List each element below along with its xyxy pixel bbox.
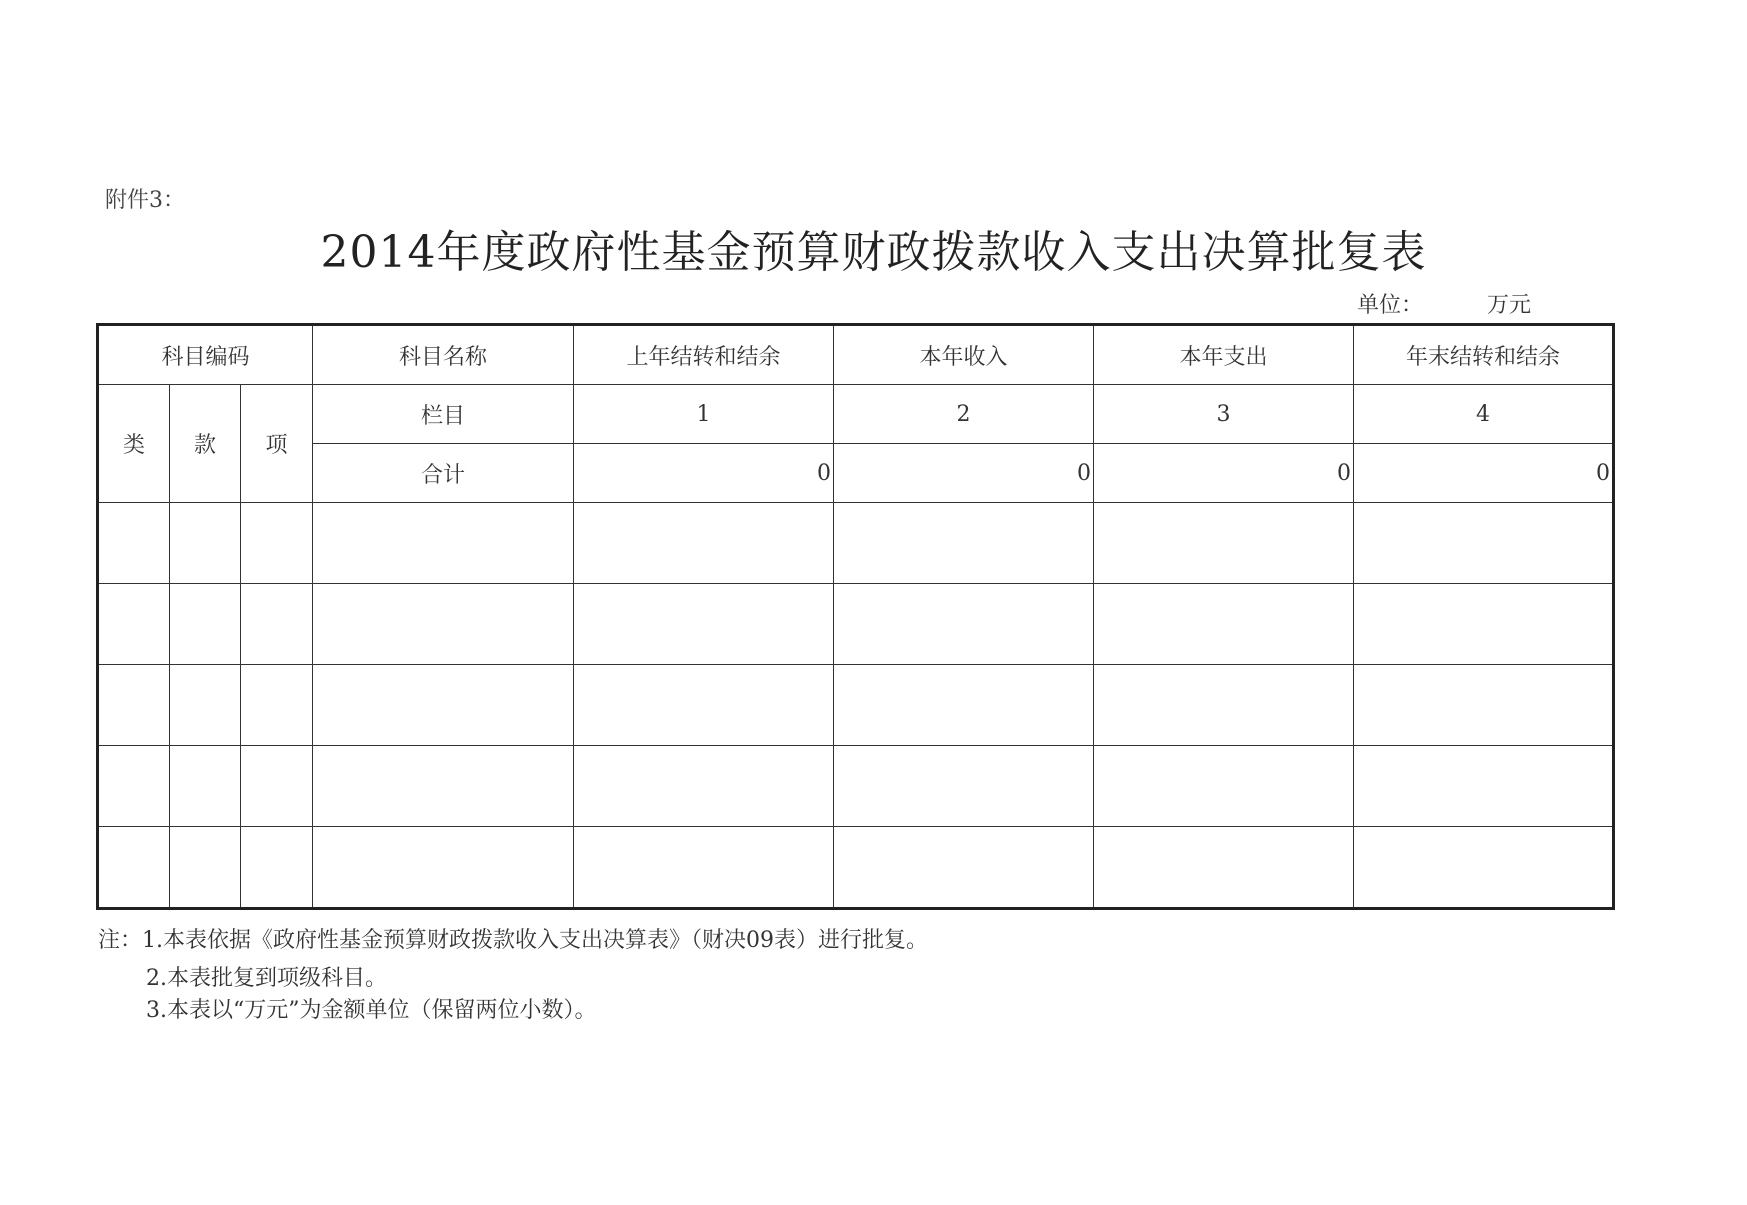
table-row bbox=[98, 584, 1614, 665]
total-label: 合计 bbox=[313, 444, 574, 503]
table-cell bbox=[313, 827, 574, 909]
table-cell bbox=[241, 746, 313, 827]
table-cell bbox=[834, 503, 1094, 584]
table-cell bbox=[1354, 503, 1614, 584]
table-cell bbox=[1094, 584, 1354, 665]
table-cell bbox=[574, 665, 834, 746]
table-cell bbox=[574, 503, 834, 584]
page-title: 2014年度政府性基金预算财政拨款收入支出决算批复表 bbox=[320, 227, 1427, 278]
table-cell bbox=[241, 503, 313, 584]
approval-table bbox=[96, 323, 1615, 910]
table-cell bbox=[574, 827, 834, 909]
table-row bbox=[98, 503, 1614, 584]
total-income: 0 bbox=[834, 444, 1094, 503]
table-cell bbox=[1354, 827, 1614, 909]
code-xiang: 项 bbox=[241, 385, 313, 503]
table-cell bbox=[313, 665, 574, 746]
total-end-balance: 0 bbox=[1354, 444, 1614, 503]
table-cell bbox=[1094, 503, 1354, 584]
table-cell bbox=[1094, 665, 1354, 746]
table-cell bbox=[834, 584, 1094, 665]
table-cell bbox=[98, 584, 170, 665]
unit-line bbox=[1357, 288, 1531, 319]
notes bbox=[98, 922, 928, 1030]
table-cell bbox=[98, 746, 170, 827]
header-code: 科目编码 bbox=[98, 325, 313, 385]
table-row bbox=[98, 746, 1614, 827]
attachment-label: 附件3： bbox=[105, 188, 185, 213]
table-cell bbox=[313, 746, 574, 827]
table-cell bbox=[1094, 827, 1354, 909]
table-cell bbox=[313, 584, 574, 665]
header-expense: 本年支出 bbox=[1094, 325, 1354, 385]
total-prev-balance: 0 bbox=[574, 444, 834, 503]
table-cell bbox=[98, 827, 170, 909]
table-cell bbox=[574, 584, 834, 665]
table-row bbox=[98, 665, 1614, 746]
table-cell bbox=[98, 503, 170, 584]
column-number-1: 1 bbox=[574, 385, 834, 444]
table-cell bbox=[241, 827, 313, 909]
code-kuan: 款 bbox=[170, 385, 241, 503]
table-cell bbox=[834, 665, 1094, 746]
table-cell bbox=[313, 503, 574, 584]
unit-value: 万元 bbox=[1487, 293, 1532, 318]
note-1: 注：1.本表依据《政府性基金预算财政拨款收入支出决算表》（财决09表）进行批复。 bbox=[98, 928, 928, 953]
header-prev-balance: 上年结转和结余 bbox=[574, 325, 834, 385]
table-cell bbox=[834, 746, 1094, 827]
table-cell bbox=[1354, 665, 1614, 746]
total-row bbox=[98, 444, 1614, 503]
note-3: 3.本表以“万元”为金额单位（保留两位小数）。 bbox=[146, 998, 597, 1023]
unit-label: 单位： bbox=[1357, 293, 1424, 318]
header-name: 科目名称 bbox=[313, 325, 574, 385]
table-cell bbox=[241, 665, 313, 746]
table-cell bbox=[574, 746, 834, 827]
table-row bbox=[98, 827, 1614, 909]
column-number-4: 4 bbox=[1354, 385, 1614, 444]
table-cell bbox=[1094, 746, 1354, 827]
header-end-balance: 年末结转和结余 bbox=[1354, 325, 1614, 385]
table-cell bbox=[170, 584, 241, 665]
table-cell bbox=[1354, 584, 1614, 665]
header-row bbox=[98, 325, 1614, 385]
header-income: 本年收入 bbox=[834, 325, 1094, 385]
note-2: 2.本表批复到项级科目。 bbox=[146, 966, 387, 991]
table-cell bbox=[170, 503, 241, 584]
table-cell bbox=[834, 827, 1094, 909]
table-cell bbox=[1354, 746, 1614, 827]
table-cell bbox=[98, 665, 170, 746]
table-cell bbox=[241, 584, 313, 665]
table-cell bbox=[170, 746, 241, 827]
column-number-2: 2 bbox=[834, 385, 1094, 444]
column-number-3: 3 bbox=[1094, 385, 1354, 444]
code-lei: 类 bbox=[98, 385, 170, 503]
table-cell bbox=[170, 827, 241, 909]
column-number-row bbox=[98, 385, 1614, 444]
table-cell bbox=[170, 665, 241, 746]
total-expense: 0 bbox=[1094, 444, 1354, 503]
column-label: 栏目 bbox=[313, 385, 574, 444]
